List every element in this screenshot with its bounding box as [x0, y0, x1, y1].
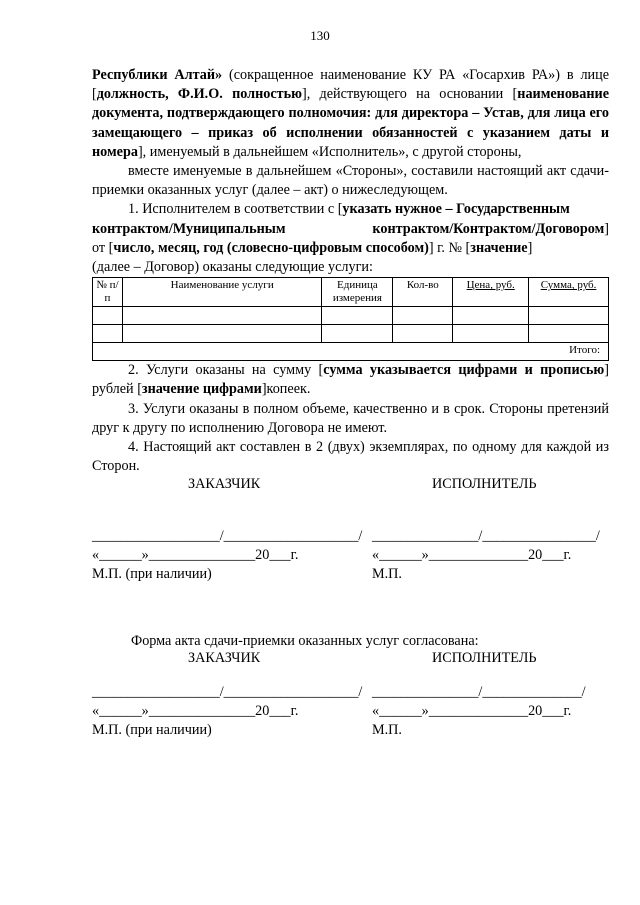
text-bold: значение цифрами — [141, 381, 262, 398]
customer-signature-block — [92, 527, 362, 584]
table-cell — [322, 325, 393, 343]
clause-1-line-3 — [92, 239, 609, 258]
text: ] — [604, 220, 609, 237]
table-header: № п/п — [93, 278, 123, 307]
text: от [ — [92, 239, 114, 256]
executor-signature-block — [372, 527, 600, 584]
table-cell — [393, 307, 453, 325]
table-cell — [122, 325, 322, 343]
paragraph-clause-3: 3. Услуги оказаны в полном объеме, качественно и в срок. Стороны претензий друг к другу по исполнению Договора не имеют. — [92, 400, 609, 436]
paragraph-clause-4: 4. Настоящий акт составлен в 2 (двух) экземплярах, по одному для каждой из Сторон. — [92, 439, 609, 475]
table-cell — [322, 307, 393, 325]
table-header: Наименование услуги — [122, 278, 322, 307]
paragraph-intro: вместе именуемые в дальнейшем «Стороны», составили настоящий акт сдачи-приемки оказанных услуг (далее – акт) о нижеследующем. — [92, 163, 609, 199]
text-bold: контрактом/Контрактом/Договором — [372, 220, 605, 237]
text-bold: значение — [470, 239, 528, 256]
table-cell — [453, 325, 529, 343]
executor-title-2: ИСПОЛНИТЕЛЬ — [432, 650, 537, 666]
stamp-label: М.П. — [372, 722, 402, 738]
signature-line: _______________/______________/ — [372, 684, 586, 700]
text-bold: сумма указывается цифрами и прописью — [323, 362, 605, 379]
table-cell — [93, 325, 123, 343]
text: 1. Исполнителем в соответствии с [ — [128, 201, 343, 218]
table-header: Сумма, руб. — [529, 278, 609, 307]
table-cell — [529, 307, 609, 325]
table-total-row — [93, 343, 609, 361]
executor-title: ИСПОЛНИТЕЛЬ — [432, 476, 537, 492]
table-cell — [529, 325, 609, 343]
page-number: 130 — [310, 28, 330, 43]
customer-title-2: ЗАКАЗЧИК — [188, 650, 261, 666]
text: ], действующего на основании [ — [302, 86, 518, 103]
table-row — [93, 307, 609, 325]
text: (сокращенное наименование КУ РА «Госархив РА») в лице [ — [92, 67, 609, 103]
agreement-heading: Форма акта сдачи-приемки оказанных услуг согласована: — [131, 633, 479, 649]
signature-line: __________________/___________________/ — [92, 528, 363, 544]
table-header-row — [93, 278, 609, 307]
table-header: Единица измерения — [322, 278, 393, 307]
table-row — [93, 325, 609, 343]
stamp-label: М.П. — [372, 566, 402, 582]
date-line: «______»______________20___г. — [372, 547, 572, 563]
stamp-label: М.П. (при наличии) — [92, 722, 212, 738]
table-cell — [93, 307, 123, 325]
text-bold: контрактом/Муниципальным — [92, 220, 286, 237]
text: ] рублей [ — [92, 362, 610, 398]
signature-line: __________________/___________________/ — [92, 684, 363, 700]
date-line: «______»_______________20___г. — [92, 703, 299, 719]
text-bold: указать нужное – Государственным — [342, 201, 570, 218]
date-line: «______»______________20___г. — [372, 703, 572, 719]
executor-signature-block-2 — [372, 683, 586, 740]
text: ]копеек. — [261, 381, 311, 398]
customer-signature-block-2 — [92, 683, 362, 740]
services-table — [92, 277, 609, 361]
signature-line: _______________/________________/ — [372, 528, 600, 544]
table-header: Кол-во — [393, 278, 453, 307]
clause-1-line-4: (далее – Договор) оказаны следующие услуги: — [92, 259, 373, 276]
table-cell — [122, 307, 322, 325]
customer-title: ЗАКАЗЧИК — [188, 476, 261, 492]
table-total-label: Итого: — [93, 343, 609, 361]
table-header: Цена, руб. — [453, 278, 529, 307]
document-body — [92, 66, 609, 476]
date-line: «______»_______________20___г. — [92, 547, 299, 563]
text: ] — [527, 239, 533, 256]
paragraph-clause-1 — [92, 200, 609, 219]
text: ], именуемый в дальнейшем «Исполнитель», с другой стороны, — [137, 143, 522, 160]
clause-1-line-2 — [92, 220, 609, 239]
text-bold: Республики Алтай» — [92, 67, 223, 83]
text-bold: наименование документа, подтверждающего полномочия: для директора – Устав, для лица его замещающего – приказ об исполнении обязанностей с указанием даты и номера — [92, 86, 609, 160]
text: ] г. № [ — [428, 239, 471, 256]
paragraph-clause-2 — [92, 361, 609, 399]
text-bold: должность, Ф.И.О. полностью — [96, 86, 302, 103]
table-cell — [453, 307, 529, 325]
text-bold: число, месяц, год (словесно-цифровым способом) — [113, 239, 429, 256]
table-cell — [393, 325, 453, 343]
stamp-label: М.П. (при наличии) — [92, 566, 212, 582]
text: 2. Услуги оказаны на сумму [ — [128, 362, 324, 379]
paragraph-parties — [92, 66, 609, 162]
